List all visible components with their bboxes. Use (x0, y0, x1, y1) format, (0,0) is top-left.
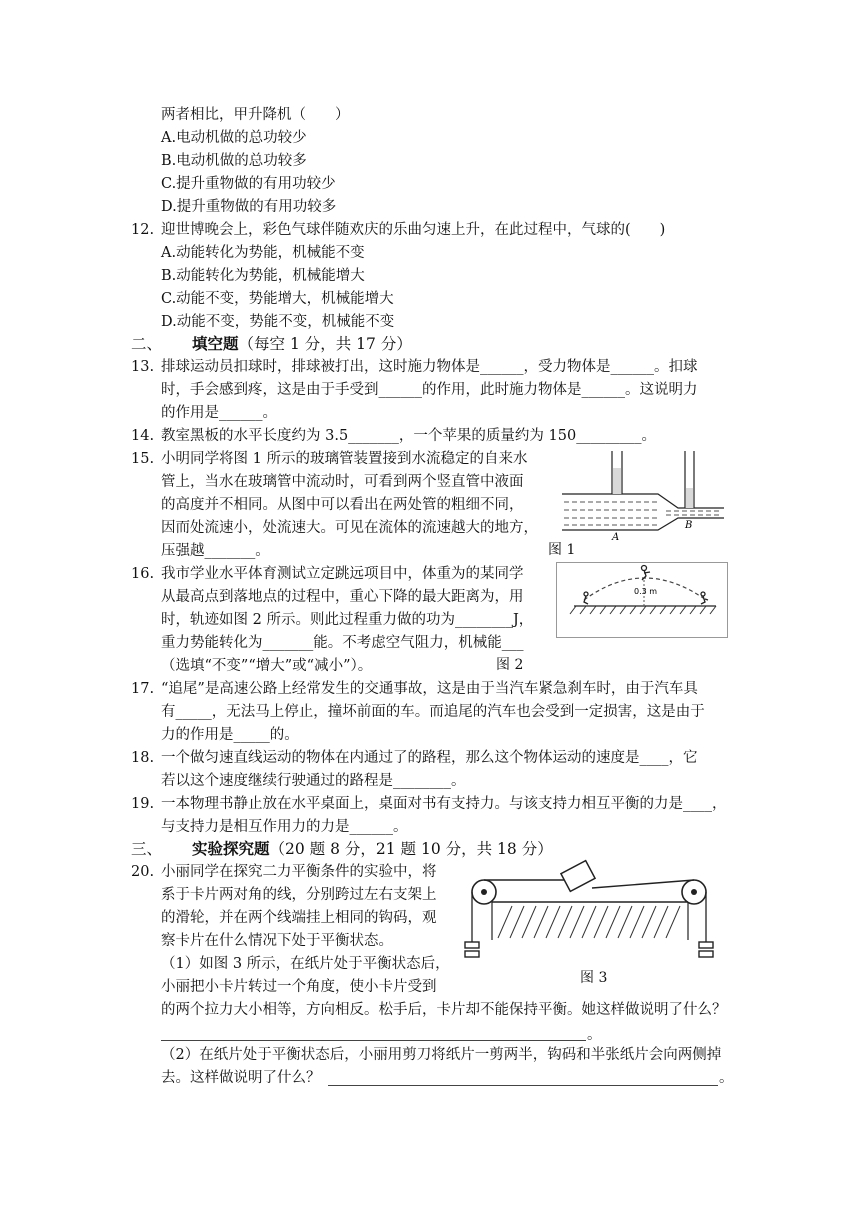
rotated-card (561, 861, 595, 892)
q20-line-2: 系于卡片两对角的线，分别跨过左右支架上 (161, 887, 437, 903)
section-3-title: 实验探究题 (192, 839, 270, 858)
q11-option-c: C.提升重物做的有用功较少 (161, 176, 336, 192)
q14-number: 14. (131, 428, 155, 444)
q20-blank-1-end: 。 (587, 1027, 602, 1043)
q17-number: 17. (131, 681, 155, 697)
q20-number: 20. (131, 864, 155, 880)
q18-line-2: 若以这个速度继续行驶通过的路程是________。 (161, 773, 466, 789)
q20-line-7: 的两个拉力大小相等，方向相反。松手后，卡片却不能保持平衡。她这样做说明了什么？ (161, 1002, 727, 1018)
figure-3-two-force-balance (462, 856, 724, 962)
q20-part2-line-2: 去。这样做说明了什么？ (161, 1070, 321, 1086)
q16-number: 16. (131, 566, 155, 582)
figure-3-caption: 图 3 (580, 970, 608, 986)
figure-2-jump-trajectory (556, 562, 728, 638)
q15-line-5: 压强越_______。 (161, 543, 270, 559)
figure-2-height-label: 0.3 m (634, 587, 658, 596)
q20-line-4: 察卡片在什么情况下处于平衡状态。 (161, 933, 393, 949)
jumper-figures (584, 566, 708, 605)
q17-line-1: “追尾”是高速公路上经常发生的交通事故，这是由于当汽车紧急刹车时，由于汽车具 (161, 681, 698, 697)
q13-line-3: 的作用是______。 (161, 405, 277, 421)
q20-blank-2-end: 。 (719, 1070, 734, 1086)
q16-line-4: 重力势能转化为_______能。不考虑空气阻力，机械能___ (161, 635, 524, 651)
q12-stem: 迎世博晚会上，彩色气球伴随欢庆的乐曲匀速上升，在此过程中，气球的( ) (161, 222, 666, 238)
q19-line-1: 一本物理书静止放在水平桌面上，桌面对书有支持力。与该支持力相互平衡的力是____， (161, 796, 727, 812)
q18-number: 18. (131, 750, 155, 766)
q20-line-5: （1）如图 3 所示，在纸片处于平衡状态后， (161, 956, 450, 972)
q20-answer-blank-1[interactable] (161, 1040, 586, 1041)
q20-part2-line-1: （2）在纸片处于平衡状态后，小丽用剪刀将纸片一剪两半，钩码和半张纸片会向两侧掉 (161, 1047, 722, 1063)
q14-text: 教室黑板的水平长度约为 3.5_______，一个苹果的质量约为 150_________。 (161, 428, 656, 444)
section-3-number: 三、 (131, 840, 163, 858)
section-2-heading (131, 333, 412, 355)
figure-1-caption: 图 1 (548, 542, 576, 558)
figure-2-caption: 图 2 (496, 657, 524, 673)
q20-line-6: 小丽把小卡片转过一个角度，使小卡片受到 (161, 979, 437, 995)
q19-number: 19. (131, 796, 155, 812)
q15-number: 15. (131, 451, 155, 467)
section-2-note: （每空 1 分，共 17 分） (238, 335, 412, 353)
q11-option-a: A.电动机做的总功较少 (161, 130, 307, 146)
figure-1-label-a: A (612, 532, 620, 542)
q11-stem: 两者相比，甲升降机（ ） (161, 107, 350, 123)
q20-line-1: 小丽同学在探究二力平衡条件的实验中，将 (161, 864, 437, 880)
section-2-number: 二、 (131, 335, 163, 353)
q12-number: 12. (131, 222, 155, 238)
q15-line-1: 小明同学将图 1 所示的玻璃管装置接到水流稳定的自来水 (161, 451, 528, 467)
figure-1-venturi-tube (554, 448, 730, 542)
section-2-title: 填空题 (192, 334, 239, 353)
q18-line-1: 一个做匀速直线运动的物体在内通过了的路程，那么这个物体运动的速度是____，它 (161, 750, 698, 766)
q15-line-4: 因而处流速小，处流速大。可见在流体的流速越大的地方， (161, 520, 538, 536)
q12-option-a: A.动能转化为势能，机械能不变 (161, 245, 365, 261)
q15-line-2: 管上，当水在玻璃管中流动时，可看到两个竖直管中液面 (161, 474, 524, 490)
section-3-note: （20 题 8 分，21 题 10 分，共 18 分） (269, 840, 553, 858)
q12-option-c: C.动能不变，势能增大，机械能增大 (161, 291, 394, 307)
q20-line-3: 的滑轮，并在两个线端挂上相同的钩码，观 (161, 910, 437, 926)
q17-line-2: 有_____，无法马上停止，撞坏前面的车。而追尾的汽车也会受到一定损害，这是由于 (161, 704, 705, 720)
q17-line-3: 力的作用是_____的。 (161, 727, 299, 743)
q16-line-2: 从最高点到落地点的过程中，重心下降的最大距离为，用 (161, 589, 524, 605)
figure-1-label-b: B (685, 520, 693, 531)
q12-option-b: B.动能转化为势能，机械能增大 (161, 268, 365, 284)
q12-option-d: D.动能不变，势能不变，机械能不变 (161, 314, 395, 330)
q11-option-b: B.电动机做的总功较多 (161, 153, 307, 169)
q11-option-d: D.提升重物做的有用功较多 (161, 199, 337, 215)
q13-line-1: 排球运动员扣球时，排球被打出，这时施力物体是______，受力物体是______。扣球 (161, 359, 698, 375)
q15-line-3: 的高度并不相同。从图中可以看出在两处管的粗细不同， (161, 497, 524, 513)
q13-number: 13. (131, 359, 155, 375)
q13-line-2: 时，手会感到疼，这是由于手受到______的作用，此时施力物体是______。这说明力 (161, 382, 698, 398)
q16-line-3: 时，轨迹如图 2 所示。则此过程重力做的功为________J， (161, 612, 534, 628)
q20-answer-blank-2[interactable] (328, 1085, 718, 1086)
q16-line-5: （选填“不变”“增大”或“减小”）。 (161, 658, 373, 674)
q16-line-1: 我市学业水平体育测试立定跳远项目中，体重为的某同学 (161, 566, 524, 582)
q19-line-2: 与支持力是相互作用力的力是______。 (161, 819, 408, 835)
